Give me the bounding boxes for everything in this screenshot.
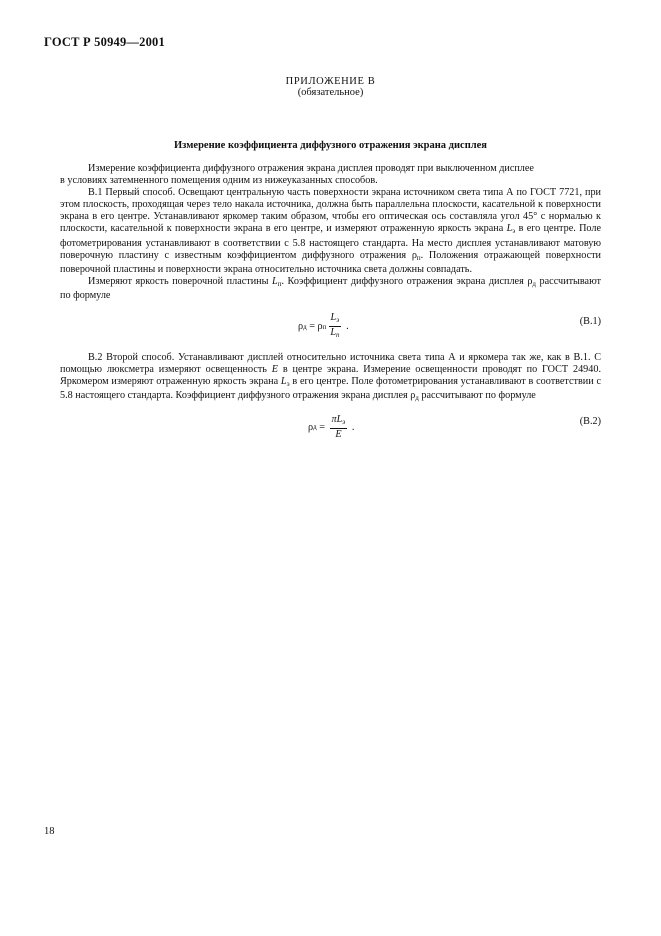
body-block-b1 xyxy=(60,163,601,302)
text-run: В.1 Первый способ. Освещают центральную часть поверхности экрана источником света типа А по ГОСТ 7721, при этом плоскость, проходящая через тело накала источника, должна быть параллельна плоскости, касательной к поверхности экрана в его центре. Устанавливают яркомер таким образом, чтобы его оптическая ось составляла угол 45° с нормалью к плоскости, касательной к поверхности экрана в его центре, и измеряют отраженную яркость экрана xyxy=(60,187,601,235)
intro-line-2: в условиях затемненного помещения одним из нижеуказанных способов. xyxy=(60,175,378,187)
text-run: В.2 Второй способ. Устанавливают дисплей относительно источника света типа А и яркомера так же, как в В.1. С помощью люксметра измеряют освещенность xyxy=(60,352,601,376)
text-run: в его центре. Поле фотометрирования устанавливают в соответствии с 5.8 настоящего стандарта. На место дисплея устанавливают матовую поверочную пластину с известным коэффициентом диффузного отражения xyxy=(60,223,602,261)
appendix-status: (обязательное) xyxy=(297,87,364,98)
numerator xyxy=(329,312,342,327)
subscript: д xyxy=(313,423,317,431)
fraction xyxy=(328,312,341,341)
formula-b1 xyxy=(298,312,349,341)
subscript: э xyxy=(336,316,340,324)
subscript: п xyxy=(336,331,340,339)
paragraph-b2 xyxy=(60,352,601,404)
subscript: д xyxy=(303,322,307,331)
denominator xyxy=(333,429,343,440)
formula-b2 xyxy=(308,414,354,440)
equals-sign: = xyxy=(306,321,318,332)
subscript: п xyxy=(322,322,327,331)
formula-lhs: ρ xyxy=(308,421,314,433)
equation-number: (В.2) xyxy=(579,416,601,427)
intro-paragraph-cont xyxy=(60,175,601,187)
body-block-b2 xyxy=(60,352,601,404)
section-title: Измерение коэффициента диффузного отражения экрана дисплея xyxy=(174,140,487,151)
text-run: в его центре. Поле фотометрирования устанавливают в соответствии с 5.8 настоящего стандарта. Коэффициент диффузного отражения экрана дисплея xyxy=(60,376,602,402)
symbol-E: E xyxy=(271,364,279,376)
text-run: рассчитывают по формуле xyxy=(418,390,536,402)
subscript: э xyxy=(342,418,346,426)
formula-period: . xyxy=(349,421,355,433)
subscript: э xyxy=(512,227,516,236)
numerator-symbol: L xyxy=(330,312,337,323)
formula-lhs: ρ xyxy=(298,321,304,332)
numerator-symbol: πL xyxy=(331,414,343,425)
symbol-rho: ρ xyxy=(527,275,533,287)
symbol-L: L xyxy=(506,223,513,235)
denominator xyxy=(328,327,341,341)
page-number: 18 xyxy=(44,826,55,837)
document-standard-number: ГОСТ Р 50949—2001 xyxy=(44,35,165,49)
paragraph-measure xyxy=(60,276,601,302)
intro-paragraph xyxy=(60,163,601,175)
text-run: рассчитывают по формуле xyxy=(60,275,602,301)
subscript: д xyxy=(415,394,419,403)
subscript: д xyxy=(532,279,536,288)
text-run: . Положения отражающей поверхности поверочной пластины и поверхности экрана относительно источника света должны совпадать. xyxy=(60,249,601,275)
formula-b1-row xyxy=(60,312,601,348)
numerator xyxy=(330,414,348,429)
appendix-title: ПРИЛОЖЕНИЕ В xyxy=(285,76,376,87)
fraction xyxy=(330,414,348,440)
paragraph-b1 xyxy=(60,187,601,276)
equation-number: (В.1) xyxy=(579,316,601,327)
formula-period: . xyxy=(343,321,349,332)
appendix-heading xyxy=(0,76,661,98)
symbol-L: L xyxy=(280,376,287,388)
symbol-rho: ρ xyxy=(410,390,416,402)
subscript: п xyxy=(416,253,421,262)
subscript: э xyxy=(286,380,290,389)
denominator-symbol: E xyxy=(335,429,342,440)
subscript: п xyxy=(277,279,282,288)
intro-line-1: Измерение коэффициента диффузного отражения экрана дисплея проводят при выключенном дисплее xyxy=(88,163,534,174)
text-run: . Коэффициент диффузного отражения экрана дисплея xyxy=(281,275,528,287)
text-run: Измеряют яркость поверочной пластины xyxy=(88,275,273,287)
formula-coef: ρ xyxy=(317,321,323,332)
denominator-symbol: L xyxy=(330,327,337,338)
text-run: в центре экрана. Измерение освещенности проводят по ГОСТ 24940. Яркомером измеряют отраженную яркость экрана xyxy=(60,364,602,388)
equals-sign: = xyxy=(316,421,328,433)
symbol-L: L xyxy=(272,275,278,287)
symbol-rho: ρ xyxy=(411,249,417,261)
formula-b2-row xyxy=(60,414,601,450)
